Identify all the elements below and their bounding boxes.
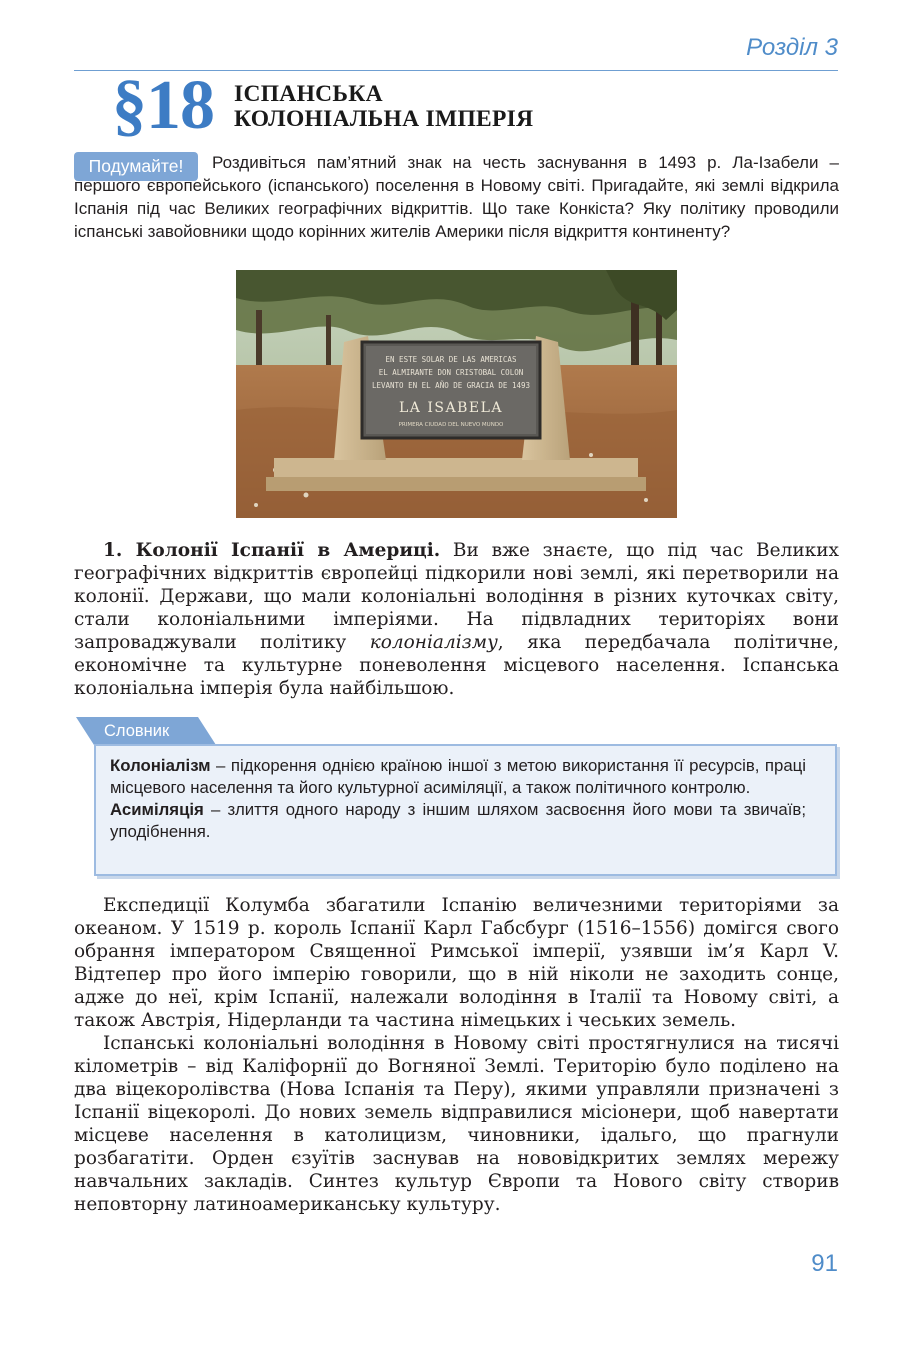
chapter-title-line2: КОЛОНІАЛЬНА ІМПЕРІЯ (234, 106, 534, 132)
la-isabela-monument-photo (236, 270, 677, 518)
dictionary-entry (110, 755, 806, 799)
body-paragraph: Експедиції Колумба збагатили Іспанію величезними територіями за океаном. У 1519 р. король Іспанії Карл Габсбург (1516–1556) домігся свого обрання імператором Священної Римської імперії, узявши ім’я Карл V. Відтепер про його імперію говорили, що в ній ніколи не заходить сонце, адже до неї, крім Іспанії, належали володіння в Італії та Новому світі, а також Австрія, Нідерланди та частина німецьких і чеських земель. (74, 895, 839, 1031)
section1-text-a: Ви вже знаєте, що під час Великих географічних відкриттів європейці підкорили нові землі, які перетворили на колонії. Держави, що мали колоніальні володіння в різних куточках світу, стали колоніальними імперіями. На підвладних територіях вони запроваджували політику (74, 540, 839, 653)
dictionary-definition: – підкорення однією країною іншої з метою використання її ресурсів, праці місцевого населення та його культурної асиміляції, а також політичного контролю. (110, 756, 806, 797)
plaque-line-2: EL ALMIRANTE DON CRISTOBAL COLON (378, 368, 524, 377)
section1-heading: 1. Колонії Іспанії в Америці. (103, 540, 441, 561)
section-label: Розділ 3 (746, 34, 838, 61)
plaque-subtitle: PRIMERA CIUDAD DEL NUEVO MUNDO (398, 422, 504, 428)
dictionary-entry (110, 799, 806, 843)
body-paragraphs (74, 894, 839, 1216)
plaque-name: LA ISABELA (398, 400, 504, 416)
dictionary-definition: – злиття одного народу з іншим шляхом засвоєння його мови та звичаїв; уподібнення. (110, 800, 806, 841)
page-number: 91 (811, 1250, 838, 1277)
dictionary-label: Словник (104, 722, 170, 740)
chapter-number: §18 (112, 67, 214, 144)
think-question-text: Роздивіться пам’ятний знак на честь заснування в 1493 р. Ла-Ізабели – першого європейського (іспанського) поселення в Новому світі. Пригадайте, які землі відкрила Іспанія під час Великих географічних відкриттів. Що таке Конкіста? Яку політику проводили іспанські завойовники щодо корінних жителів Америки після відкриття континенту? (74, 153, 839, 241)
plaque-line-1: EN ESTE SOLAR DE LAS AMERICAS (385, 355, 517, 364)
section1-term-colonialism: колоніалізму (369, 632, 498, 653)
think-badge: Подумайте! (74, 152, 198, 181)
chapter-title (234, 82, 533, 132)
section1-paragraph (74, 539, 839, 700)
dictionary-term: Колоніалізм (110, 756, 211, 775)
section1-text-b: , яка передбачала політичне, економічне та культурне поневолення місцевого населення. Іспанська колоніальна імперія була найбільшою. (74, 632, 839, 699)
dictionary-entries (110, 755, 806, 843)
body-paragraph: Іспанські колоніальні володіння в Новому світі простягнулися на тисячі кілометрів – від Каліфорнії до Вогняної Землі. Територію було поділено на два віцекоролівства (Нова Іспанія та Перу), якими управляли призначені з Іспанії віцекоролі. До нових земель відправилися місіонери, щоб навертати місцеве населення в католицизм, чиновники, ідальго, що прагнули розбагатіти. Орден єзуїтів заснував на нововідкритих землях мережу навчальних закладів. Синтез культур Європи та Нового світу створив неповторну латиноамериканську культуру. (74, 1033, 839, 1215)
dictionary-term: Асиміляція (110, 800, 204, 819)
plaque-line-3: LEVANTO EN EL AÑO DE GRACIA DE 1493 (371, 381, 531, 390)
chapter-title-line1: ІСПАНСЬКА (234, 81, 383, 107)
